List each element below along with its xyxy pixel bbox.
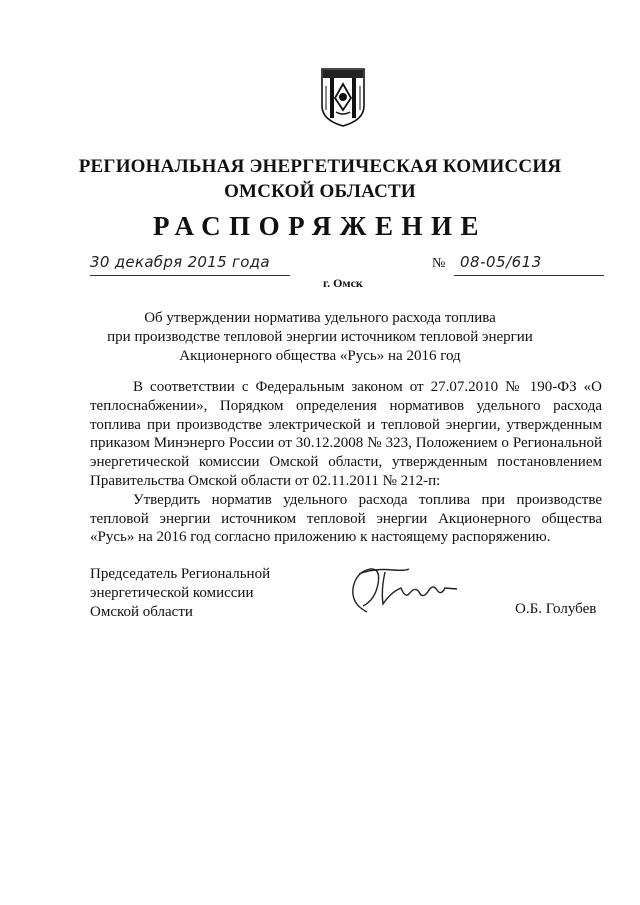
organization-title: РЕГИОНАЛЬНАЯ ЭНЕРГЕТИЧЕСКАЯ КОМИССИЯ — [78, 156, 562, 177]
number-label: № — [432, 256, 446, 271]
signer-position-line: энергетической комиссии — [90, 585, 254, 601]
document-type-title: РАСПОРЯЖЕНИЕ — [152, 211, 488, 241]
signer-position-line: Председатель Региональной — [90, 566, 271, 582]
date-handwritten: 30 декабря 2015 года — [90, 253, 270, 271]
document-body — [90, 378, 602, 547]
coat-of-arms-icon — [318, 66, 368, 128]
number-handwritten: 08-05/613 — [460, 253, 542, 271]
handwritten-signature — [345, 560, 460, 615]
signer-position — [90, 565, 270, 622]
date-underline — [90, 275, 290, 276]
number-underline — [454, 275, 604, 276]
subject-line: Об утверждении норматива удельного расхода топлива — [144, 310, 496, 326]
document-date — [90, 253, 290, 277]
body-paragraph: В соответствии с Федеральным законом от 27.07.2010 № 190-ФЗ «О теплоснабжении», Порядком определения нормативов удельного расхода топлива при производстве электрической и тепловой энергии, утвержденным приказом Минэнерго России от 30.12.2008 № 323, Положением о Региональной энергетической комиссии Омской области, утвержденным постановлением Правительства Омской области от 02.11.2011 № 212-п: — [90, 379, 602, 489]
subject-line: при производстве тепловой энергии источником тепловой энергии — [107, 329, 533, 345]
organization-region: ОМСКОЙ ОБЛАСТИ — [224, 181, 416, 202]
signer-position-line: Омской области — [90, 604, 193, 620]
document-subject — [0, 309, 640, 366]
signer-name: О.Б. Голубев — [515, 601, 597, 617]
body-paragraph: Утвердить норматив удельного расхода топлива при производстве тепловой энергии источником тепловой энергии Акционерного общества «Русь» на 2016 год согласно приложению к настоящему распоряжению. — [90, 491, 602, 546]
document-city: г. Омск — [323, 276, 363, 290]
subject-line: Акционерного общества «Русь» на 2016 год — [179, 348, 461, 364]
document-number — [432, 253, 604, 277]
